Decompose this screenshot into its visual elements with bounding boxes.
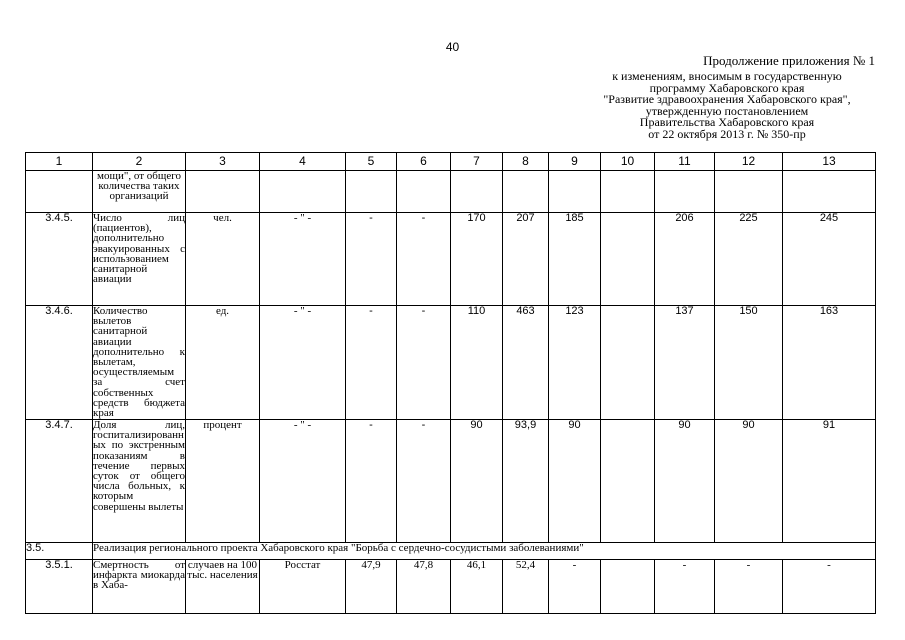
- column-header: 3: [186, 153, 260, 171]
- value-cell: 110: [451, 306, 503, 420]
- appendix-subtitle: [548, 71, 905, 141]
- appendix-line: Правительства Хабаровского края: [639, 115, 815, 130]
- indicator-id: 3.4.5.: [26, 213, 93, 306]
- value-cell: [601, 560, 655, 614]
- value-cell: -: [715, 560, 783, 614]
- column-header: 7: [451, 153, 503, 171]
- column-header: 5: [346, 153, 397, 171]
- value-cell: 91: [783, 420, 876, 543]
- source: - " -: [260, 306, 346, 420]
- appendix-line: программу Хабаровского края: [649, 80, 805, 95]
- value-cell: -: [549, 560, 601, 614]
- value-cell: -: [397, 420, 451, 543]
- value-cell: 163: [783, 306, 876, 420]
- table-row: [26, 560, 876, 614]
- table-row-continuation: [26, 171, 876, 213]
- indicator-id: 3.4.6.: [26, 306, 93, 420]
- value-cell: 52,4: [503, 560, 549, 614]
- indicator-name: Количество вылетов санитарной авиации дополнительно к вылетам, осуществляемым за счет собственных средств бюджета края: [93, 305, 185, 420]
- indicator-name: мощи", от общего количества таких организаций: [93, 171, 186, 213]
- value-cell: 90: [549, 420, 601, 543]
- value-cell: 245: [783, 213, 876, 306]
- unit: ед.: [186, 306, 260, 420]
- value-cell: 150: [715, 306, 783, 420]
- value-cell: 90: [715, 420, 783, 543]
- indicator-name: Число лиц (пациентов), дополнительно эвакуированных с использованием санитарной авиации: [93, 213, 186, 306]
- value-cell: 90: [655, 420, 715, 543]
- value-cell: 46,1: [451, 560, 503, 614]
- indicator-id: 3.4.7.: [26, 420, 93, 543]
- table-row: [26, 420, 876, 543]
- source: - " -: [260, 213, 346, 306]
- column-header: 11: [655, 153, 715, 171]
- page-number: 40: [445, 40, 460, 54]
- appendix-line: "Развитие здравоохранения Хабаровского края",: [603, 92, 851, 107]
- value-cell: 207: [503, 213, 549, 306]
- indicator-name: Смертность от инфаркта миокарда в Хаба-: [93, 560, 186, 614]
- value-cell: 170: [451, 213, 503, 306]
- value-cell: -: [397, 306, 451, 420]
- source: - " -: [260, 420, 346, 543]
- value-cell: -: [346, 306, 397, 420]
- value-cell: 225: [715, 213, 783, 306]
- unit: чел.: [186, 213, 260, 306]
- column-header: 8: [503, 153, 549, 171]
- unit: процент: [186, 420, 260, 543]
- value-cell: 93,9: [503, 420, 549, 543]
- value-cell: 47,8: [397, 560, 451, 614]
- section-row: [26, 543, 876, 560]
- value-cell: 206: [655, 213, 715, 306]
- value-cell: 47,9: [346, 560, 397, 614]
- indicators-table: [25, 152, 876, 614]
- appendix-line: к изменениям, вносимым в государственную: [612, 69, 842, 83]
- column-header: 4: [260, 153, 346, 171]
- value-cell: 463: [503, 306, 549, 420]
- column-header: 13: [783, 153, 876, 171]
- column-header: 10: [601, 153, 655, 171]
- appendix-line: от 22 октября 2013 г. № 350-пр: [648, 126, 806, 141]
- column-header: 2: [93, 153, 186, 171]
- value-cell: -: [397, 213, 451, 306]
- value-cell: 90: [451, 420, 503, 543]
- indicator-id: 3.5.1.: [26, 560, 93, 614]
- value-cell: [601, 420, 655, 543]
- appendix-line: утвержденную постановлением: [645, 103, 809, 118]
- unit: случаев на 100 тыс. населения: [186, 560, 260, 614]
- value-cell: [601, 213, 655, 306]
- value-cell: -: [346, 213, 397, 306]
- value-cell: -: [346, 420, 397, 543]
- value-cell: 123: [549, 306, 601, 420]
- column-header: 6: [397, 153, 451, 171]
- table-row: [26, 213, 876, 306]
- header-row: [26, 153, 876, 171]
- source: Росстат: [260, 560, 346, 614]
- section-id: 3.5.: [26, 543, 93, 560]
- column-header: 1: [26, 153, 93, 171]
- column-header: 12: [715, 153, 783, 171]
- indicator-name: Доля лиц, госпитализированных по экстренным показаниям в течение первых суток от общего числа больных, к которым совершены вылеты: [93, 420, 186, 543]
- value-cell: 185: [549, 213, 601, 306]
- value-cell: -: [783, 560, 876, 614]
- column-header: 9: [549, 153, 601, 171]
- value-cell: [601, 306, 655, 420]
- value-cell: 137: [655, 306, 715, 420]
- section-title: Реализация регионального проекта Хабаровского края "Борьба с сердечно-сосудистыми заболеваниями": [93, 543, 876, 560]
- value-cell: -: [655, 560, 715, 614]
- appendix-title: Продолжение приложения № 1: [703, 53, 875, 68]
- table-row: [26, 306, 876, 420]
